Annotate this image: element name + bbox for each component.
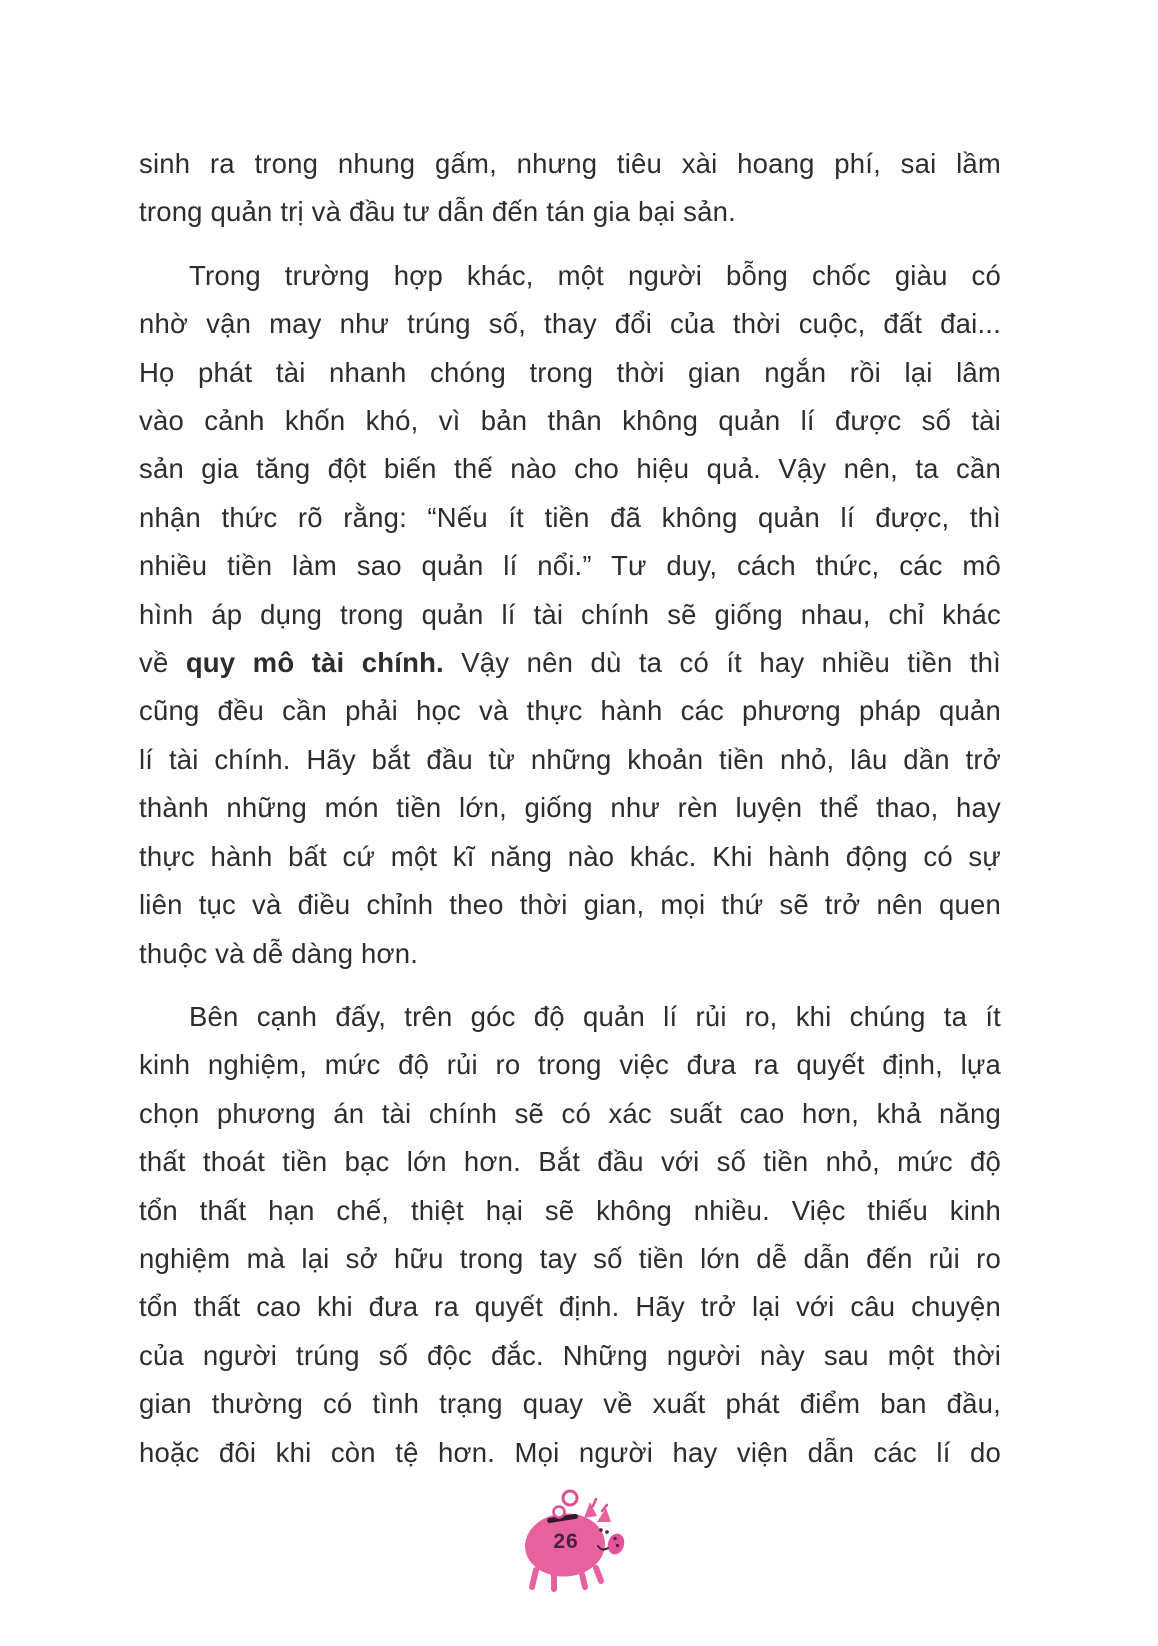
text-line [139, 300, 1001, 348]
text-line [139, 349, 1001, 397]
text-line [139, 1235, 1001, 1283]
text-line [139, 1138, 1001, 1186]
text-run: nhiều tiền làm sao quản lí nổi.” Tư duy, cách thức, các mô [139, 550, 1001, 582]
text-run: thực hành bất cứ một kĩ năng nào khác. Khi hành động có sự [139, 840, 1001, 872]
text-line [139, 397, 1001, 445]
text-run: kinh nghiệm, mức độ rủi ro trong việc đưa ra quyết định, lựa [139, 1049, 1001, 1081]
text-line [139, 188, 1001, 236]
text-run: vào cảnh khốn khó, vì bản thân không quản lí được số tài [139, 405, 1001, 437]
text-run: liên tục và điều chỉnh theo thời gian, mọi thứ sẽ trở nên quen [139, 889, 1001, 921]
text-line [139, 736, 1001, 784]
text-run: Vậy nên dù ta có ít hay nhiều tiền thì [443, 647, 1001, 679]
text-run: trong quản trị và đầu tư dẫn đến tán gia bại sản. [139, 196, 736, 228]
text-run: Trong trường hợp khác, một người bỗng chốc giàu có [189, 259, 1001, 291]
text-run: nghiệm mà lại sở hữu trong tay số tiền lớn dễ dẫn đến rủi ro [139, 1242, 1001, 1274]
text-block [139, 140, 1001, 1477]
text-line [139, 1090, 1001, 1138]
text-line [139, 881, 1001, 929]
text-run: của người trúng số độc đắc. Những người này sau một thời [139, 1339, 1001, 1371]
page-number: 26 [553, 1530, 579, 1553]
text-line [139, 445, 1001, 493]
paragraph [139, 993, 1001, 1477]
text-run: lí tài chính. Hãy bắt đầu từ những khoản tiền nhỏ, lâu dần trở [139, 743, 1001, 775]
text-run: thành những món tiền lớn, giống như rèn luyện thể thao, hay [139, 792, 1001, 824]
text-line [139, 542, 1001, 590]
text-run: hình áp dụng trong quản lí tài chính sẽ giống nhau, chỉ khác [139, 598, 1001, 630]
text-line [139, 687, 1001, 735]
text-line [139, 1380, 1001, 1428]
text-run: nhờ vận may như trúng số, thay đổi của thời cuộc, đất đai... [139, 308, 1001, 340]
text-run: nhận thức rõ rằng: “Nếu ít tiền đã không quản lí được, thì [139, 501, 1001, 533]
text-run: hoặc đôi khi còn tệ hơn. Mọi người hay viện dẫn các lí do [139, 1436, 1001, 1468]
text-run: thuộc và dễ dàng hơn. [139, 937, 419, 969]
text-line [139, 639, 1001, 687]
paragraph [139, 252, 1001, 978]
text-line [139, 993, 1001, 1041]
text-run: tổn thất hạn chế, thiệt hại sẽ không nhiều. Việc thiếu kinh [139, 1194, 1001, 1226]
text-run: sản gia tăng đột biến thế nào cho hiệu quả. Vậy nên, ta cần [139, 453, 1001, 485]
text-line [139, 591, 1001, 639]
text-run: sinh ra trong nhung gấm, nhưng tiêu xài hoang phí, sai lầm [139, 148, 1001, 179]
text-run: về [139, 647, 186, 679]
text-line [139, 140, 1001, 188]
bold-text: quy mô tài chính. [185, 647, 444, 679]
text-line [139, 1332, 1001, 1380]
text-line [139, 1041, 1001, 1089]
text-line [139, 1429, 1001, 1477]
text-line [139, 784, 1001, 832]
text-run: tổn thất cao khi đưa ra quyết định. Hãy trở lại với câu chuyện [139, 1291, 1001, 1323]
text-line [139, 1187, 1001, 1235]
text-line [139, 1283, 1001, 1331]
text-run: cũng đều cần phải học và thực hành các phương pháp quản [139, 695, 1001, 727]
paragraph [139, 140, 1001, 237]
text-run: thất thoát tiền bạc lớn hơn. Bắt đầu với số tiền nhỏ, mức độ [139, 1146, 1001, 1178]
text-line [139, 252, 1001, 300]
text-line [139, 930, 1001, 978]
text-run: Họ phát tài nhanh chóng trong thời gian ngắn rồi lại lâm [139, 356, 1001, 388]
text-run: chọn phương án tài chính sẽ có xác suất cao hơn, khả năng [139, 1097, 1001, 1129]
text-run: Bên cạnh đấy, trên góc độ quản lí rủi ro, khi chúng ta ít [189, 1000, 1001, 1032]
piggy-bank-illustration [498, 1482, 638, 1604]
text-line [139, 494, 1001, 542]
text-line [139, 833, 1001, 881]
text-run: gian thường có tình trạng quay về xuất phát điểm ban đầu, [139, 1388, 1001, 1420]
